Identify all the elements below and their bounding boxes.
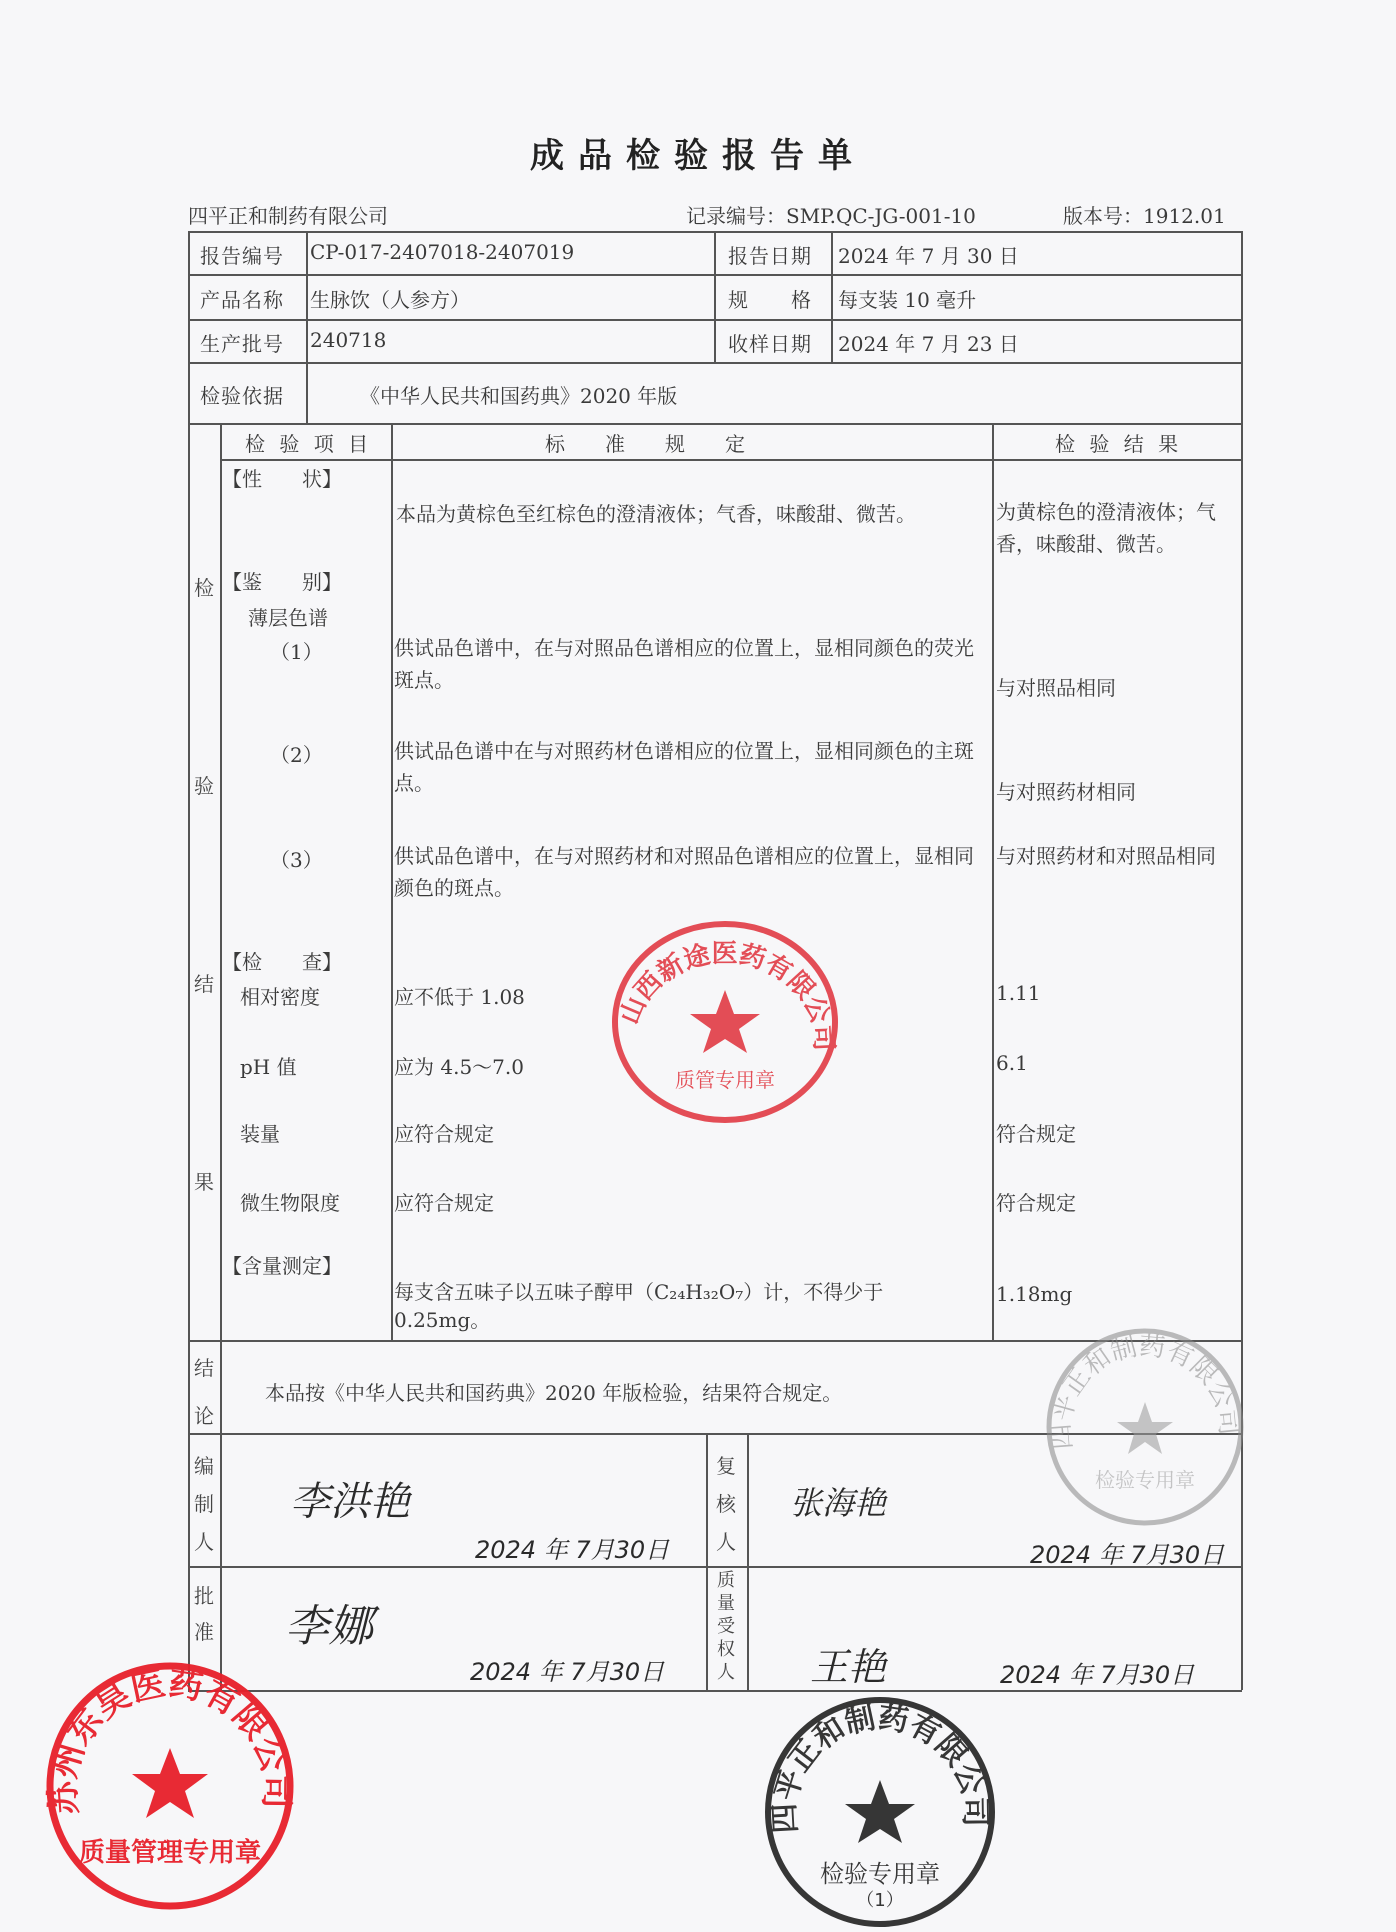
document-title: 成品检验报告单 [530, 136, 866, 176]
product-name-value: 生脉饮（人参方） [310, 288, 470, 312]
tlc1-standard: 供试品色谱中，在与对照品色谱相应的位置上，显相同颜色的荧光斑点。 [394, 636, 974, 692]
prepared-label-char: 编 [194, 1454, 214, 1478]
conclusion-text: 本品按《中华人民共和国药典》2020 年版检验，结果符合规定。 [265, 1381, 843, 1405]
table-rule [306, 231, 308, 423]
table-rule [220, 423, 222, 1340]
receive-date-label: 收样日期 [728, 332, 812, 356]
ph-result: 6.1 [996, 1051, 1028, 1075]
side-label-char: 检 [194, 576, 214, 600]
tlc1-result: 与对照品相同 [996, 676, 1116, 700]
tlc2-number: （2） [270, 743, 323, 767]
table-rule [188, 362, 1242, 364]
table-rule [391, 423, 393, 1340]
prepared-label-char: 制 [194, 1492, 214, 1516]
qa-label-char: 人 [717, 1662, 735, 1683]
prepared-label-char: 人 [194, 1530, 214, 1554]
density-result: 1.11 [996, 981, 1041, 1005]
spec-value: 每支装 10 毫升 [838, 288, 977, 312]
assay-result: 1.18mg [996, 1282, 1073, 1306]
table-rule [831, 231, 833, 362]
conclusion-label-char: 结 [194, 1356, 214, 1380]
receive-date-value: 2024 年 7 月 23 日 [838, 332, 1019, 356]
table-rule [188, 423, 1242, 425]
svg-text:苏州东昊医药有限公司: 苏州东昊医药有限公司 [43, 1663, 297, 1817]
section-assay: 【含量测定】 [222, 1254, 342, 1278]
company-name: 四平正和制药有限公司 [188, 204, 388, 228]
qa-label-char: 量 [717, 1593, 735, 1614]
basis-value: 《中华人民共和国药典》2020 年版 [360, 384, 678, 408]
report-date-value: 2024 年 7 月 30 日 [838, 244, 1019, 268]
density-standard: 应不低于 1.08 [394, 985, 525, 1009]
version-number: 版本号：1912.01 [1063, 204, 1226, 228]
column-header-item: 检 验 项 目 [245, 432, 373, 456]
report-no-value: CP-017-2407018-2407019 [310, 240, 575, 264]
reviewed-label-char: 人 [716, 1530, 736, 1554]
tlc3-result: 与对照药材和对照品相同 [996, 844, 1216, 868]
table-rule [220, 459, 1242, 461]
table-rule [714, 231, 716, 362]
svg-text:质管专用章: 质管专用章 [675, 1068, 775, 1092]
basis-label: 检验依据 [200, 384, 284, 408]
table-rule [188, 231, 190, 1690]
qa-signature: 王艳 [810, 1645, 887, 1689]
character-result: 为黄棕色的澄清液体；气香，味酸甜、微苦。 [996, 500, 1216, 556]
table-rule [188, 1690, 1242, 1692]
svg-text:检验专用章: 检验专用章 [820, 1860, 940, 1888]
tlc2-standard: 供试品色谱中在与对照药材色谱相应的位置上，显相同颜色的主斑点。 [394, 739, 974, 795]
reviewed-signature: 张海艳 [790, 1484, 887, 1522]
red-quality-management-stamp [40, 1656, 300, 1916]
svg-text:山西新途医药有限公司: 山西新途医药有限公司 [614, 938, 839, 1052]
tlc3-standard: 供试品色谱中，在与对照药材和对照品色谱相应的位置上，显相同颜色的斑点。 [394, 844, 974, 900]
qa-label-char: 受 [717, 1616, 735, 1637]
spec-label: 规 格 [728, 288, 812, 312]
ph-item: pH 值 [240, 1055, 297, 1079]
approved-label-char: 准 [194, 1620, 214, 1644]
volume-result: 符合规定 [996, 1122, 1076, 1146]
approved-date: 2024 年 7月30日 [470, 1658, 665, 1686]
microbial-item: 微生物限度 [240, 1191, 340, 1215]
svg-text:（1）: （1） [856, 1890, 904, 1911]
reviewed-label-char: 核 [716, 1492, 736, 1516]
svg-text:检验专用章: 检验专用章 [1095, 1468, 1195, 1492]
reviewed-date: 2024 年 7月30日 [1030, 1541, 1225, 1569]
microbial-result: 符合规定 [996, 1191, 1076, 1215]
table-rule [706, 1433, 708, 1690]
approved-label-char: 批 [194, 1584, 214, 1608]
black-inspection-stamp [760, 1692, 1000, 1932]
report-date-label: 报告日期 [728, 244, 812, 268]
side-label-char: 验 [194, 774, 214, 798]
column-header-standard: 标 准 规 定 [545, 432, 745, 456]
prepared-signature: 李洪艳 [290, 1479, 410, 1525]
ph-standard: 应为 4.5～7.0 [394, 1055, 524, 1079]
svg-text:四平正和制药有限公司: 四平正和制药有限公司 [1046, 1331, 1244, 1451]
red-quality-stamp [600, 912, 850, 1132]
column-header-result: 检 验 结 果 [1055, 432, 1183, 456]
table-rule [992, 423, 994, 1340]
product-name-label: 产品名称 [200, 288, 284, 312]
section-identification: 【鉴 别】 [222, 570, 342, 594]
conclusion-label-char: 论 [194, 1404, 214, 1428]
tlc-label: 薄层色谱 [248, 606, 328, 630]
side-label-char: 果 [194, 1170, 214, 1194]
tlc2-result: 与对照药材相同 [996, 780, 1136, 804]
density-item: 相对密度 [240, 985, 320, 1009]
section-character: 【性 状】 [222, 467, 342, 491]
microbial-standard: 应符合规定 [394, 1191, 494, 1215]
batch-value: 240718 [310, 328, 387, 352]
svg-text:质量管理专用章: 质量管理专用章 [78, 1838, 262, 1868]
record-number: 记录编号：SMP.QC-JG-001-10 [686, 204, 976, 228]
volume-item: 装量 [240, 1122, 280, 1146]
assay-standard: 每支含五味子以五味子醇甲（C₂₄H₃₂O₇）计，不得少于 0.25mg。 [394, 1280, 884, 1332]
qa-label-char: 质 [717, 1570, 735, 1591]
tlc1-number: （1） [270, 640, 323, 664]
batch-label: 生产批号 [200, 332, 284, 356]
table-rule [220, 1340, 222, 1690]
volume-standard: 应符合规定 [394, 1122, 494, 1146]
character-standard: 本品为黄棕色至红棕色的澄清液体；气香，味酸甜、微苦。 [396, 502, 916, 526]
qa-label-char: 权 [717, 1639, 735, 1660]
tlc3-number: （3） [270, 848, 323, 872]
section-check: 【检 查】 [222, 950, 342, 974]
prepared-date: 2024 年 7月30日 [475, 1536, 670, 1564]
approved-signature: 李娜 [285, 1601, 373, 1652]
side-label-char: 结 [194, 972, 214, 996]
gray-inspection-stamp [1040, 1322, 1250, 1532]
svg-text:四平正和制药有限公司: 四平正和制药有限公司 [767, 1700, 993, 1835]
qa-date: 2024 年 7月30日 [1000, 1661, 1195, 1689]
table-rule [747, 1433, 749, 1690]
reviewed-label-char: 复 [716, 1454, 736, 1478]
report-no-label: 报告编号 [200, 244, 284, 268]
